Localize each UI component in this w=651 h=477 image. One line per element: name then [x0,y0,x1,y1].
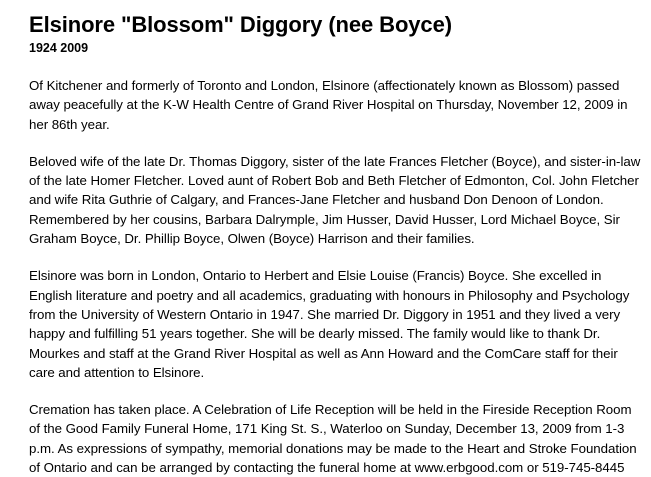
obituary-title: Elsinore "Blossom" Diggory (nee Boyce) [29,12,452,37]
life-dates: 1924 2009 [29,41,89,55]
paragraph-passing: Of Kitchener and formerly of Toronto and London, Elsinore (affectionately known as Blossom) passed away peacefully at the K-W Health Centre of Grand River Hospital on Thursday, November 12, 2009 in her 86th year. [29,78,628,132]
paragraph-biography: Elsinore was born in London, Ontario to Herbert and Elsie Louise (Francis) Boyce. She excelled in English literature and poetry and all academics, graduating with honours in Philosophy and Psychology from the University of Western Ontario in 1947. She married Dr. Diggory in 1951 and they lived a very happy and fulfilling 51 years together. She will be dearly missed. The family would like to thank Dr. Mourkes and staff at the Grand River Hospital as well as Ann Howard and the ComCare staff for their care and attention to Elsinore. [29,268,630,380]
obituary-document [29,12,641,477]
paragraph-family: Beloved wife of the late Dr. Thomas Diggory, sister of the late Frances Fletcher (Boyce), and sister-in-law of the late Homer Fletcher. Loved aunt of Robert Bob and Beth Fletcher of Edmonton, Col. John Fletcher and wife Rita Guthrie of Calgary, and Frances-Jane Fletcher and husband Don Denoon of London. Remembered by her cousins, Barbara Dalrymple, Jim Husser, David Husser, Lord Michael Boyce, Sir Graham Boyce, Dr. Phillip Boyce, Olwen (Boyce) Harrison and their families. [29,153,641,247]
paragraph-arrangements: Cremation has taken place. A Celebration of Life Reception will be held in the Fireside Reception Room of the Good Family Funeral Home, 171 King St. S., Waterloo on Sunday, December 13, 2009 from 1-3 p.m. As expressions of sympathy, memorial donations may be made to the Heart and Stroke Foundation of Ontario and can be arranged by contacting the funeral home at www.erbgood.com or 519-745-8445 [29,402,637,476]
